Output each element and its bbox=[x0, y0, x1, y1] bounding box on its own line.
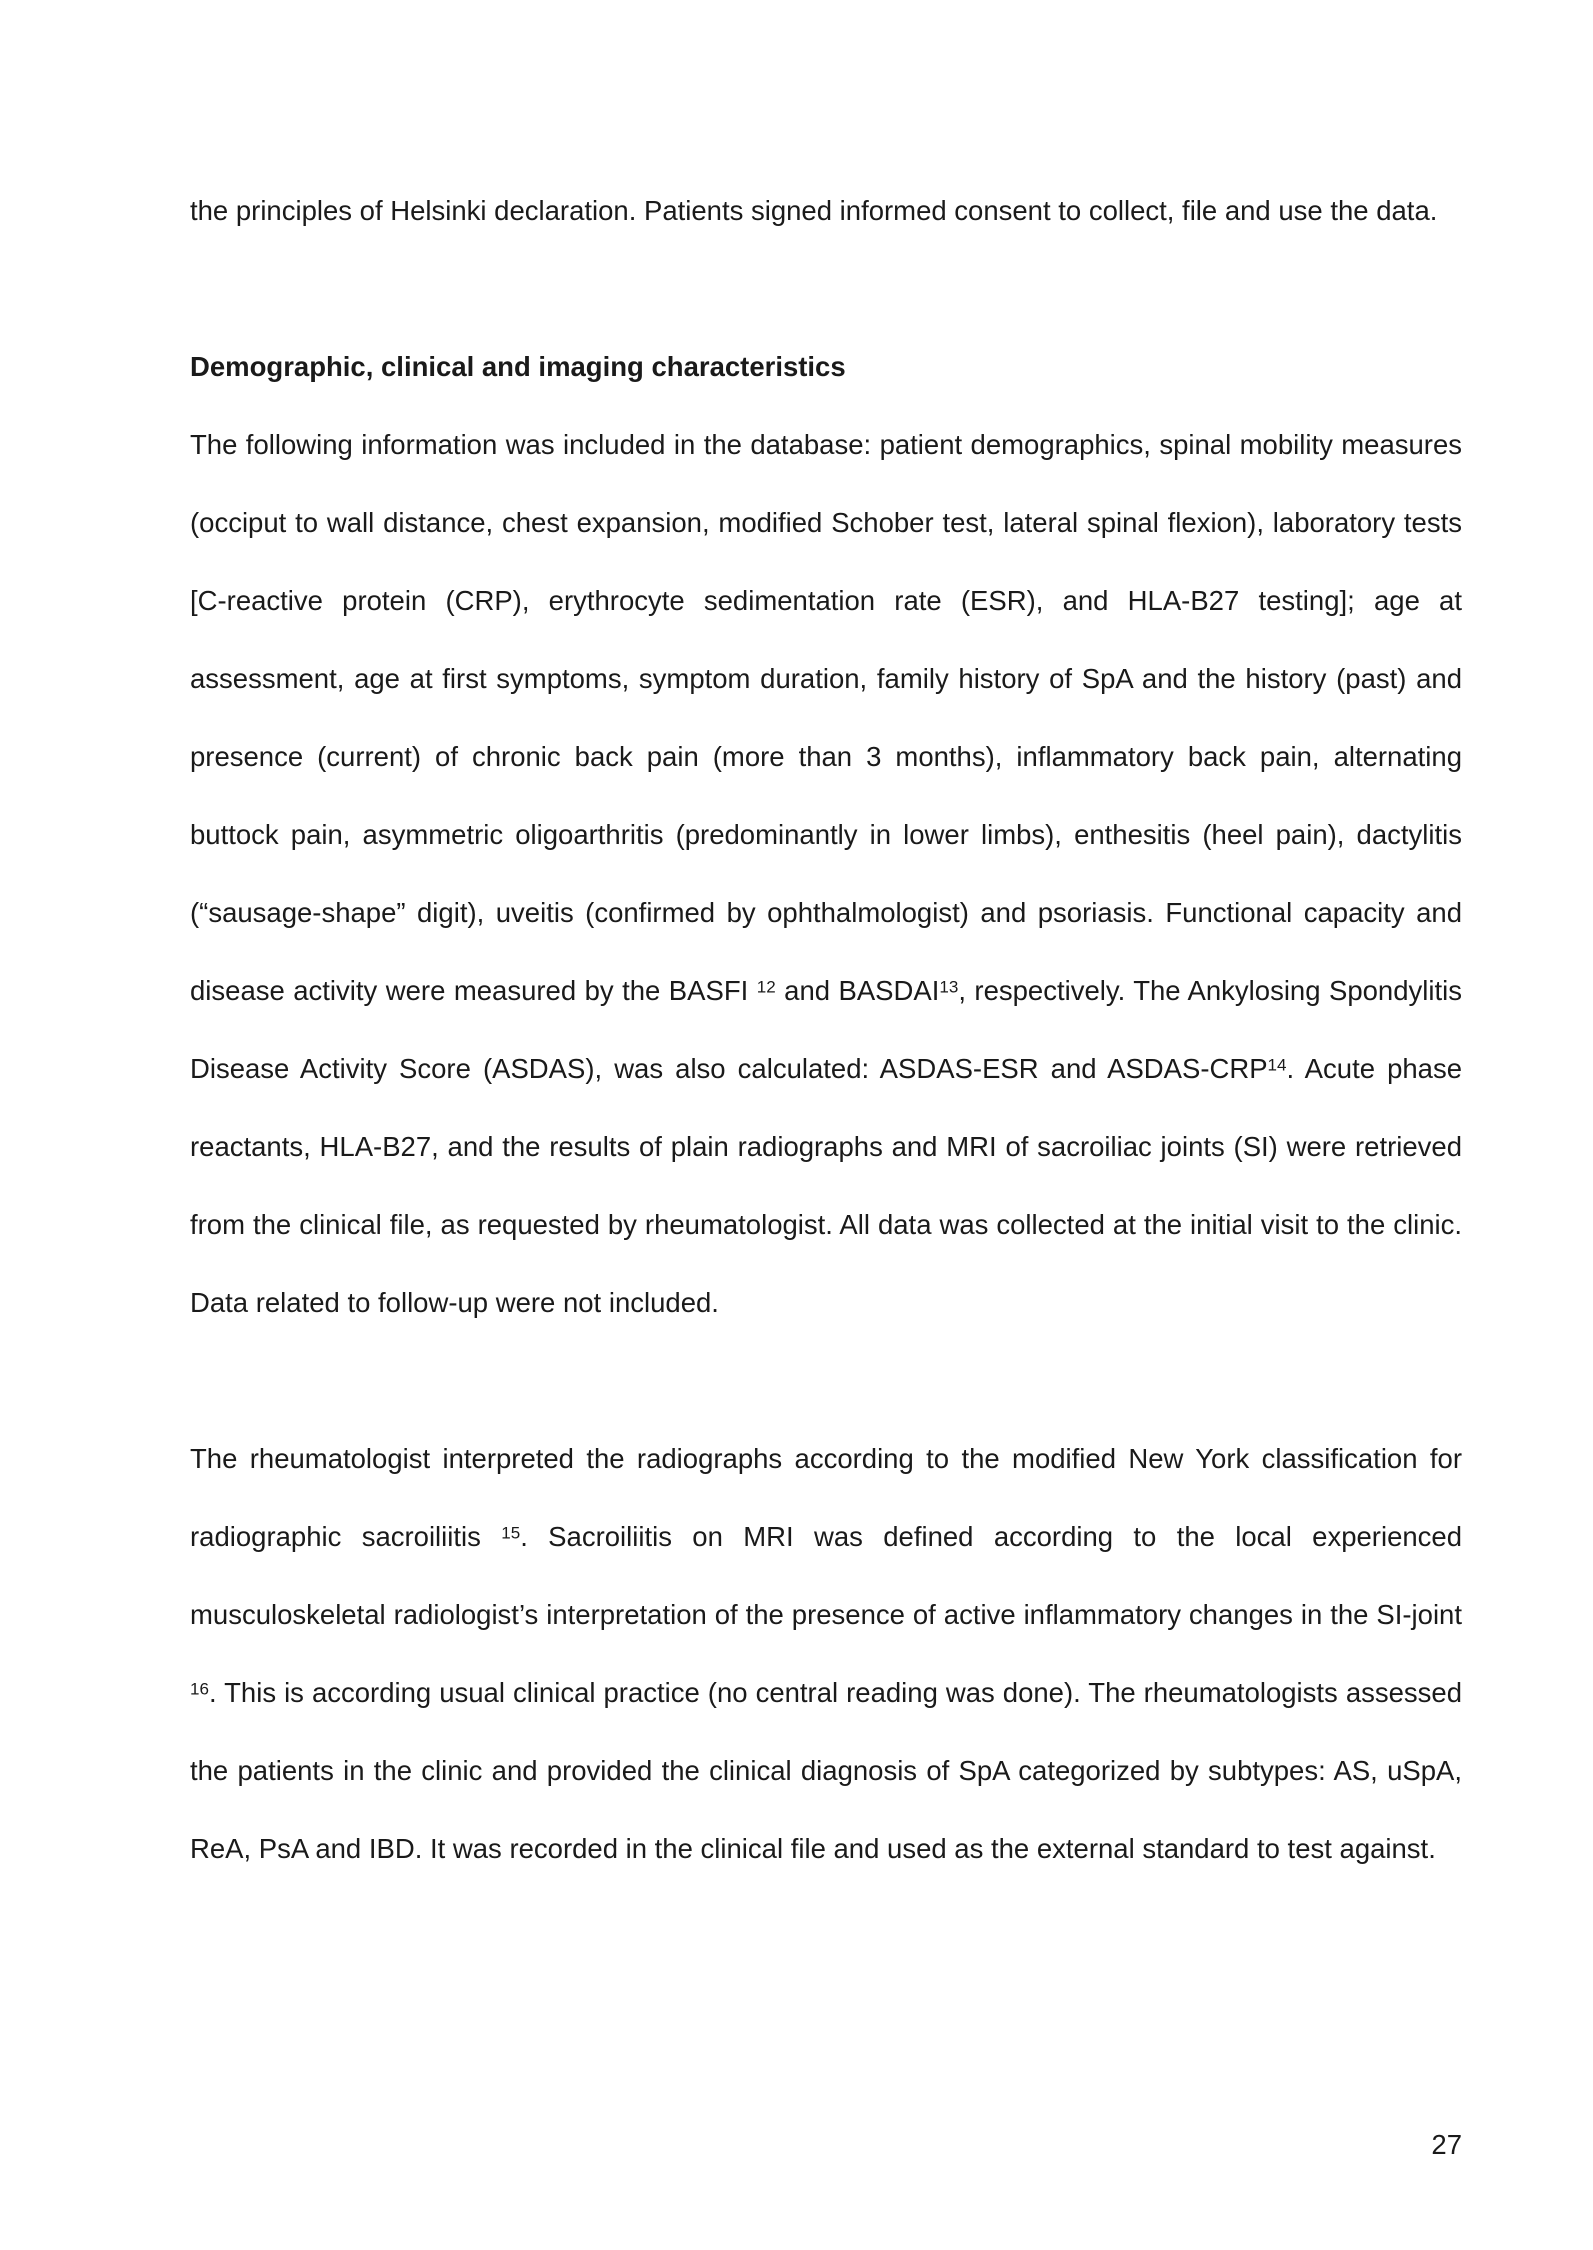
paragraph bbox=[190, 1420, 1462, 1888]
document-content bbox=[190, 172, 1462, 1888]
text-run: . This is according usual clinical practice (no central reading was done). The rheumatologists assessed the patients in the clinic and provided the clinical diagnosis of SpA categorized by subtypes: AS, uSpA, ReA, PsA and IBD. It was recorded in the clinical file and used as the external standard to test against. bbox=[190, 1677, 1462, 1864]
superscript-reference: 12 bbox=[756, 977, 776, 997]
text-run: and BASDAI bbox=[775, 975, 940, 1006]
text-run: The following information was included in the database: patient demographics, spinal mobility measures (occiput to wall distance, chest expansion, modified Schober test, lateral spinal flexion), laboratory tests [C-reactive protein (CRP), erythrocyte sedimentation rate (ESR), and HLA-B27 testing]; age at assessment, age at first symptoms, symptom duration, family history of SpA and the history (past) and presence (current) of chronic back pain (more than 3 months), inflammatory back pain, alternating buttock pain, asymmetric oligoarthritis (predominantly in lower limbs), enthesitis (heel pain), dactylitis (“sausage-shape” digit), uveitis (confirmed by ophthalmologist) and psoriasis. Functional capacity and disease activity were measured by the BASFI bbox=[190, 429, 1462, 1006]
text-run: the principles of Helsinki declaration. Patients signed informed consent to collect, file and use the data. bbox=[190, 195, 1438, 226]
paragraph bbox=[190, 406, 1462, 1342]
superscript-reference: 13 bbox=[939, 977, 959, 997]
superscript-reference: 14 bbox=[1267, 1055, 1287, 1075]
text-run: The rheumatologist interpreted the radiographs according to the modified New York classification for radiographic sacroiliitis bbox=[190, 1443, 1462, 1552]
paragraph bbox=[190, 172, 1462, 250]
text-run: . Acute phase reactants, HLA-B27, and the results of plain radiographs and MRI of sacroiliac joints (SI) were retrieved from the clinical file, as requested by rheumatologist. All data was collected at the initial visit to the clinic. Data related to follow-up were not included. bbox=[190, 1053, 1462, 1318]
text-run: . Sacroiliitis on MRI was defined according to the local experienced musculoskeletal radiologist’s interpretation of the presence of active inflammatory changes in the SI-joint bbox=[190, 1521, 1462, 1630]
superscript-reference: 15 bbox=[501, 1523, 521, 1543]
text-run: , respectively. The Ankylosing Spondylitis Disease Activity Score (ASDAS), was also calculated: ASDAS-ESR and ASDAS-CRP bbox=[190, 975, 1462, 1084]
section-heading bbox=[190, 328, 1462, 406]
superscript-reference: 16 bbox=[190, 1679, 209, 1699]
page-number: 27 bbox=[1431, 2128, 1462, 2160]
text-run: Demographic, clinical and imaging characteristics bbox=[190, 351, 846, 382]
